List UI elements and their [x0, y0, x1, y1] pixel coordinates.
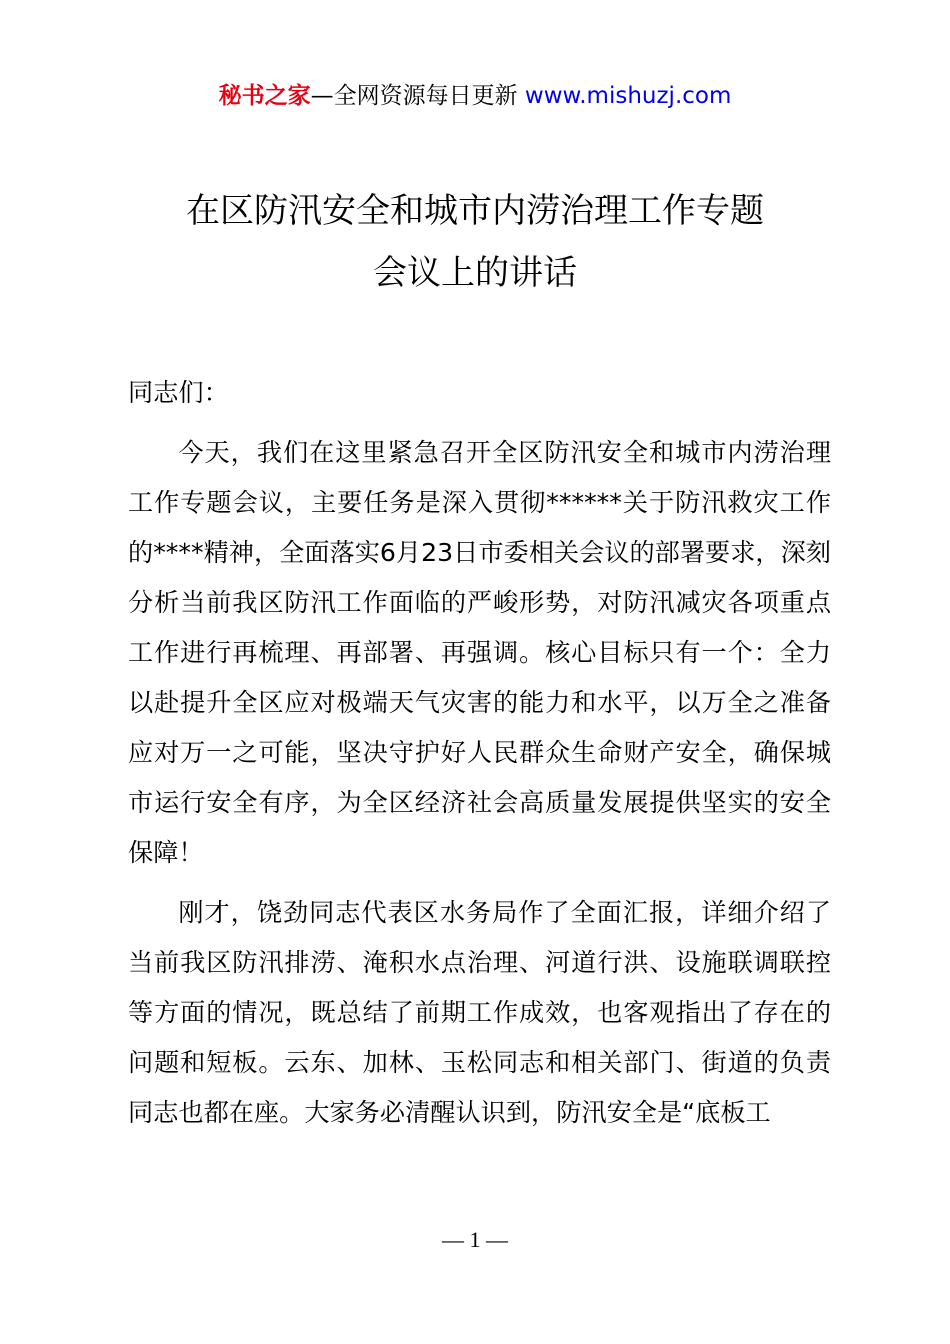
document-title: [0, 180, 950, 304]
document-body: [128, 368, 831, 1138]
body-paragraph-2: 刚才，饶劲同志代表区水务局作了全面汇报，详细介绍了当前我区防汛排涝、淹积水点治理、河道行洪、设施联调联控等方面的情况，既总结了前期工作成效，也客观指出了存在的问题和短板。云东、加林、玉松同志和相关部门、街道的负责同志也都在座。大家务必清醒认识到，防汛安全是“底板工: [128, 898, 831, 1127]
site-brand: 秘书之家: [218, 83, 311, 109]
site-tagline: —全网资源每日更新: [310, 83, 518, 109]
salutation: 同志们：: [128, 378, 229, 407]
site-header: [0, 78, 950, 114]
page-number: — 1 —: [442, 1227, 508, 1252]
title-line-1: 在区防汛安全和城市内涝治理工作专题: [186, 191, 764, 231]
title-line-2: 会议上的讲话: [373, 253, 577, 293]
site-url-link[interactable]: www.mishuzj.com: [524, 83, 732, 109]
body-paragraph-1: 今天，我们在这里紧急召开全区防汛安全和城市内涝治理工作专题会议，主要任务是深入贯彻******关于防汛救灾工作的****精神，全面落实6月23日市委相关会议的部署要求，深刻分析当前我区防汛工作面临的严峻形势，对防汛减灾各项重点工作进行再梳理、再部署、再强调。核心目标只有一个：全力以赴提升全区应对极端天气灾害的能力和水平，以万全之准备应对万一之可能，坚决守护好人民群众生命财产安全，确保城市运行安全有序，为全区经济社会高质量发展提供坚实的安全保障！: [128, 438, 831, 867]
